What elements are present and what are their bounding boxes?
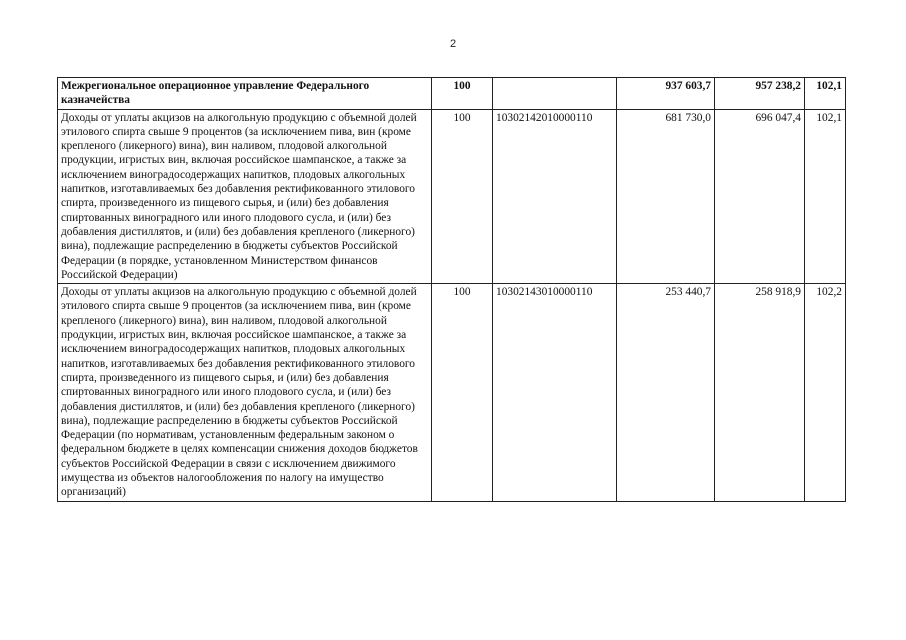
revenue-table — [57, 77, 846, 502]
cell-budget-code — [493, 78, 617, 110]
cell-admin-code: 100 — [432, 284, 493, 501]
table-row-administrator — [58, 78, 846, 110]
page-number: 2 — [449, 38, 457, 50]
cell-percent: 102,1 — [805, 109, 846, 284]
cell-budget-code: 10302143010000110 — [493, 284, 617, 501]
cell-fact: 696 047,4 — [715, 109, 805, 284]
cell-fact: 957 238,2 — [715, 78, 805, 110]
table-row — [58, 284, 846, 501]
cell-percent: 102,2 — [805, 284, 846, 501]
cell-plan: 937 603,7 — [617, 78, 715, 110]
cell-admin-code: 100 — [432, 78, 493, 110]
cell-plan: 681 730,0 — [617, 109, 715, 284]
cell-budget-code: 10302142010000110 — [493, 109, 617, 284]
cell-name: Межрегиональное операционное управление Федерального казначейства — [58, 78, 432, 110]
cell-plan: 253 440,7 — [617, 284, 715, 501]
cell-fact: 258 918,9 — [715, 284, 805, 501]
table-row — [58, 109, 846, 284]
cell-name: Доходы от уплаты акцизов на алкогольную продукцию с объемной долей этилового спирта свыше 9 процентов (за исключением пива, вин (кроме крепленого (ликерного) вина), вин наливом, плодовой алкогольной продукции, игристых вин, включая российское шампанское, а также за исключением виноградосодержащих напитков, плодовых алкогольных напитков, изготавливаемых без добавления ректификованного этилового спирта, произведенного из пищевого сырья, и (или) без добавления спиртованных виноградного или иного плодового сусла, и (или) без добавления дистиллятов, и (или) без добавления крепленого (ликерного) вина), подлежащие распределению в бюджеты субъектов Российской Федерации (в порядке, установленном Министерством финансов Российской Федерации) — [58, 109, 432, 284]
cell-name: Доходы от уплаты акцизов на алкогольную продукцию с объемной долей этилового спирта свыше 9 процентов (за исключением пива, вин (кроме крепленого (ликерного) вина), вин наливом, плодовой алкогольной продукции, игристых вин, включая российское шампанское, а также за исключением виноградосодержащих напитков, плодовых алкогольных напитков, изготавливаемых без добавления ректификованного этилового спирта, произведенного из пищевого сырья, и (или) без добавления спиртованных виноградного или иного плодового сусла, и (или) без добавления дистиллятов, и (или) без добавления крепленого (ликерного) вина), подлежащие распределению в бюджеты субъектов Российской Федерации (по нормативам, установленным федеральным законом о федеральном бюджете в целях компенсации снижения доходов бюджетов субъектов Российской Федерации в связи с исключением движимого имущества из объектов налогообложения по налогу на имущество организаций) — [58, 284, 432, 501]
cell-admin-code: 100 — [432, 109, 493, 284]
cell-percent: 102,1 — [805, 78, 846, 110]
